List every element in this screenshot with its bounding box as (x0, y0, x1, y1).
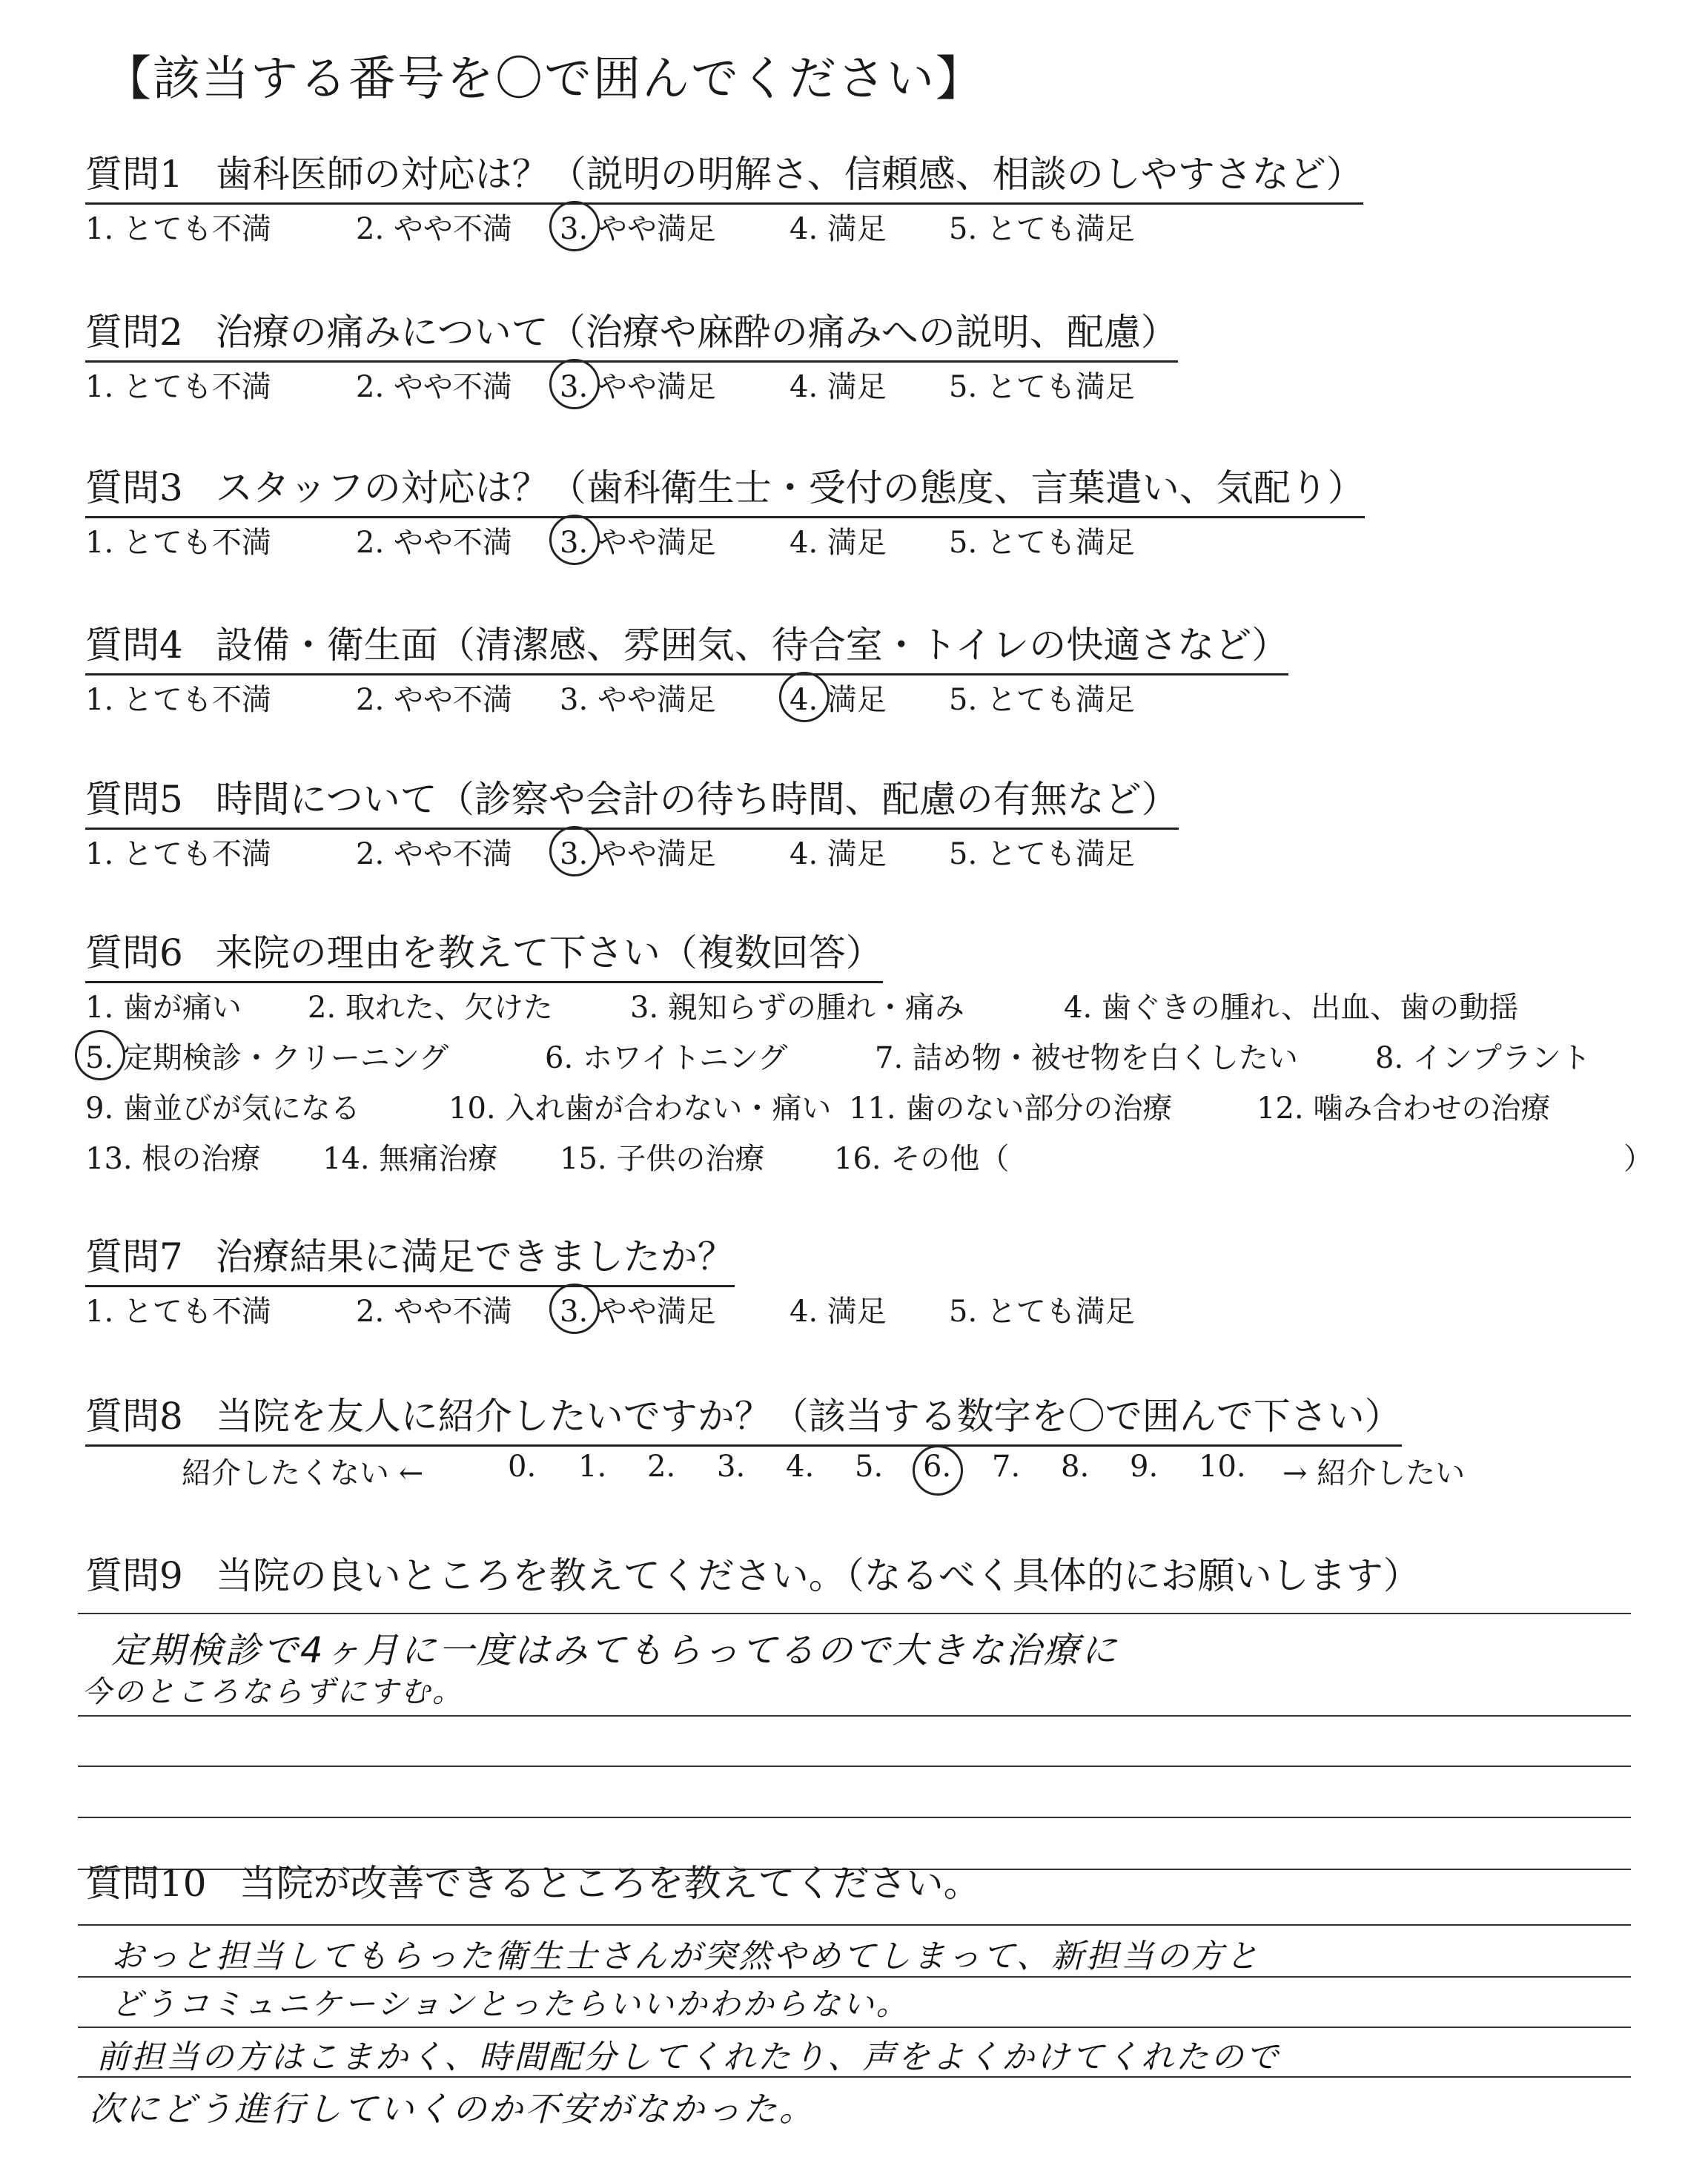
question-label: 質問5 (85, 778, 183, 821)
reason-6[interactable]: 6. ホワイトニング (545, 1041, 788, 1075)
question-label: 質問2 (85, 311, 183, 354)
option-3-selected[interactable]: 3. やや満足 (560, 1288, 716, 1330)
score-3[interactable]: 3. (717, 1450, 746, 1484)
option-4[interactable]: 4. 満足 (790, 212, 887, 246)
option-2[interactable]: 2. やや不満 (356, 837, 512, 871)
reason-11[interactable]: 11. 歯のない部分の治療 (849, 1091, 1173, 1126)
question-4-title (85, 615, 1288, 676)
option-5[interactable]: 5. とても満足 (949, 212, 1135, 246)
question-label: 質問9 (85, 1554, 183, 1597)
option-1[interactable]: 1. とても不満 (85, 212, 271, 246)
question-text: 治療結果に満足できましたか？ (215, 1235, 735, 1278)
question-text: 当院の良いところを教えてください。（なるべく具体的にお願いします） (215, 1554, 1420, 1597)
option-4-selected[interactable]: 4. 満足 (790, 676, 887, 719)
ruled-line (78, 2027, 1631, 2028)
option-1[interactable]: 1. とても不満 (85, 370, 271, 404)
ruled-line (78, 1613, 1631, 1614)
option-5[interactable]: 5. とても満足 (949, 683, 1135, 717)
question-label: 質問4 (85, 624, 183, 667)
question-9-title (85, 1546, 1420, 1604)
option-5[interactable]: 5. とても満足 (949, 1295, 1135, 1329)
question-text: 歯科医師の対応は？（説明の明解さ、信頼感、相談のしやすさなど） (215, 153, 1363, 196)
question-label: 質問8 (85, 1395, 183, 1438)
option-3-selected[interactable]: 3. やや満足 (560, 363, 716, 406)
question-text: 来院の理由を教えて下さい（複数回答） (215, 931, 883, 974)
option-2[interactable]: 2. やや不満 (356, 1295, 512, 1329)
option-2[interactable]: 2. やや不満 (356, 212, 512, 246)
reason-10[interactable]: 10. 入れ歯が合わない・痛い (448, 1091, 832, 1126)
question-5-title (85, 770, 1179, 830)
question-text: 時間について（診察や会計の待ち時間、配慮の有無など） (215, 778, 1179, 821)
question-label: 質問7 (85, 1235, 183, 1278)
option-4[interactable]: 4. 満足 (790, 837, 887, 871)
reason-12[interactable]: 12. 噛み合わせの治療 (1257, 1091, 1551, 1126)
score-4[interactable]: 4. (786, 1450, 815, 1484)
reason-15[interactable]: 15. 子供の治療 (560, 1142, 765, 1176)
option-4[interactable]: 4. 満足 (790, 370, 887, 404)
reason-7[interactable]: 7. 詰め物・被せ物を白くしたい (875, 1041, 1298, 1075)
question-text: 治療の痛みについて（治療や麻酔の痛みへの説明、配慮） (215, 311, 1178, 354)
reason-8[interactable]: 8. インプラント (1375, 1041, 1591, 1075)
option-1[interactable]: 1. とても不満 (85, 683, 271, 717)
score-8[interactable]: 8. (1061, 1450, 1090, 1484)
option-3-selected[interactable]: 3. やや満足 (560, 519, 716, 561)
reason-16[interactable]: 16. その他（ (834, 1142, 1010, 1176)
option-2[interactable]: 2. やや不満 (356, 370, 512, 404)
question-label: 質問1 (85, 153, 183, 196)
reason-16-close: ） (1623, 1142, 1653, 1176)
option-5[interactable]: 5. とても満足 (949, 837, 1135, 871)
option-5[interactable]: 5. とても満足 (949, 370, 1135, 404)
score-10[interactable]: 10. (1199, 1450, 1246, 1484)
option-4[interactable]: 4. 満足 (790, 526, 887, 560)
score-2[interactable]: 2. (647, 1450, 676, 1484)
question-3-title (85, 458, 1365, 518)
reason-14[interactable]: 14. 無痛治療 (322, 1142, 498, 1176)
scale-left-label: 紹介したくない ← (182, 1456, 424, 1490)
score-6-selected[interactable]: 6. (923, 1450, 952, 1484)
scale-right-label: → 紹介したい (1282, 1456, 1466, 1490)
question-10-title (85, 1854, 981, 1912)
option-2[interactable]: 2. やや不満 (356, 683, 512, 717)
answer-line-1: おっと担当してもらった衛生士さんが突然やめてしまって、新担当の方と (111, 1938, 1261, 1975)
option-3[interactable]: 3. やや満足 (560, 683, 716, 717)
answer-line-2: 今のところならずにすむ。 (82, 1675, 464, 1709)
question-text: スタッフの対応は？（歯科衛生士・受付の態度、言葉遣い、気配り） (215, 466, 1365, 509)
reason-4[interactable]: 4. 歯ぐきの腫れ、出血、歯の動揺 (1064, 991, 1519, 1025)
question-7-title (85, 1227, 735, 1287)
option-4[interactable]: 4. 満足 (790, 1295, 887, 1329)
score-0[interactable]: 0. (508, 1450, 537, 1484)
score-5[interactable]: 5. (855, 1450, 884, 1484)
answer-line-2: どうコミュニケーションとったらいいかわからない。 (111, 1986, 910, 2022)
answer-line-3: 前担当の方はこまかく、時間配分してくれたり、声をよくかけてくれたので (96, 2038, 1281, 2076)
question-1-title (85, 145, 1363, 205)
reason-1[interactable]: 1. 歯が痛い (85, 991, 242, 1025)
ruled-line (78, 1924, 1631, 1926)
option-1[interactable]: 1. とても不満 (85, 837, 271, 871)
score-7[interactable]: 7. (992, 1450, 1021, 1484)
reason-5-selected[interactable]: 5. 定期検診・クリーニング (85, 1034, 448, 1077)
question-label: 質問10 (85, 1862, 207, 1905)
ruled-line (78, 1766, 1631, 1767)
option-1[interactable]: 1. とても不満 (85, 1295, 271, 1329)
question-text: 当院を友人に紹介したいですか？（該当する数字を〇で囲んで下さい） (215, 1395, 1402, 1438)
question-label: 質問6 (85, 931, 183, 974)
reason-9[interactable]: 9. 歯並びが気になる (85, 1091, 360, 1126)
reason-3[interactable]: 3. 親知らずの腫れ・痛み (630, 991, 964, 1025)
question-label: 質問3 (85, 466, 183, 509)
ruled-line (78, 1817, 1631, 1818)
reason-2[interactable]: 2. 取れた、欠けた (308, 991, 553, 1025)
answer-line-1: 定期検診で4ヶ月に一度はみてもらってるので大きな治療に (111, 1630, 1119, 1671)
question-6-title (85, 923, 883, 983)
option-1[interactable]: 1. とても不満 (85, 526, 271, 560)
option-3-selected[interactable]: 3. やや満足 (560, 205, 716, 248)
form-heading: 【該当する番号を〇で囲んでください】 (104, 52, 984, 107)
option-5[interactable]: 5. とても満足 (949, 526, 1135, 560)
ruled-line (78, 1715, 1631, 1717)
question-8-title (85, 1387, 1402, 1447)
question-2-title (85, 303, 1178, 363)
score-1[interactable]: 1. (578, 1450, 607, 1484)
reason-13[interactable]: 13. 根の治療 (85, 1142, 261, 1176)
score-9[interactable]: 9. (1130, 1450, 1159, 1484)
answer-line-4: 次にどう進行していくのか不安がなかった。 (89, 2089, 815, 2129)
question-text: 設備・衛生面（清潔感、雰囲気、待合室・トイレの快適さなど） (215, 624, 1289, 667)
option-2[interactable]: 2. やや不満 (356, 526, 512, 560)
question-text: 当院が改善できるところを教えてください。 (239, 1862, 981, 1905)
option-3-selected[interactable]: 3. やや満足 (560, 830, 716, 873)
